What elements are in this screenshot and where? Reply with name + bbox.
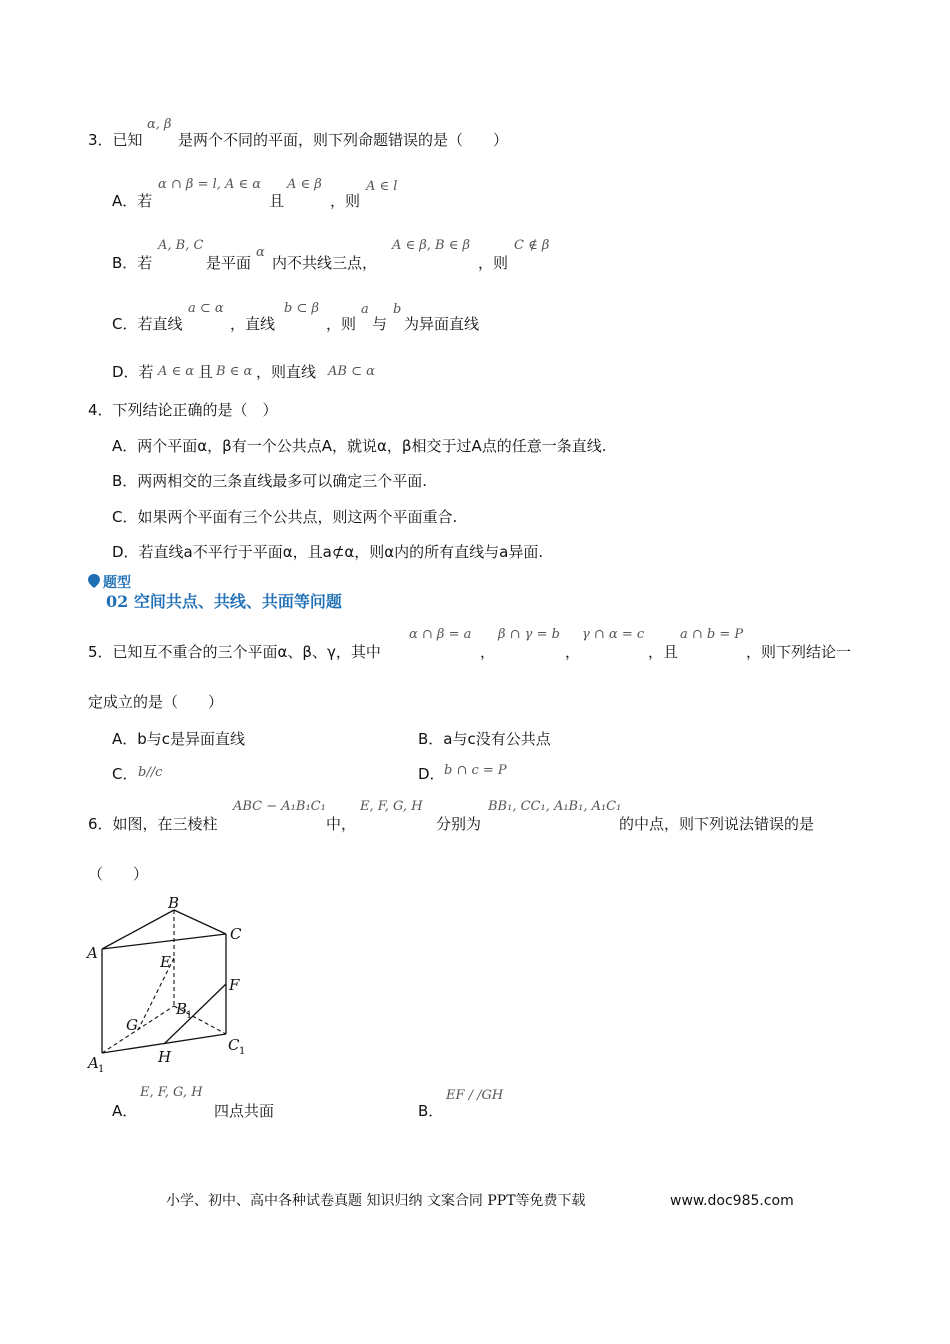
q6-math-1: ABC − A₁B₁C₁ <box>233 799 326 814</box>
section-title: 02 空间共点、共线、共面等问题 <box>106 592 342 611</box>
q5-stem-prefix: 5．已知互不重合的三个平面α、β、γ，其中 <box>88 643 381 661</box>
q4-option-c: C．如果两个平面有三个公共点，则这两个平面重合. <box>112 508 458 526</box>
q3-option-b-text-1: 是平面 <box>206 254 252 272</box>
q6-math-2: E, F, G, H <box>360 799 423 814</box>
q3-option-b-text-3: ，则 <box>478 254 509 272</box>
q6-stem-paren: （ ） <box>88 865 149 883</box>
label-a1-sub: 1 <box>98 1064 105 1074</box>
q4-option-d: D．若直线a不平行于平面α，且a⊄α，则α内的所有直线与a异面. <box>112 543 544 561</box>
q3-option-a-math-1: α ∩ β = l, A ∈ α <box>158 177 262 192</box>
q3-option-a-math-3: A ∈ l <box>366 179 398 194</box>
q5-math-2: β ∩ γ = b <box>498 627 560 642</box>
q3-option-d-math-2: B ∈ α <box>216 364 253 379</box>
label-a: A <box>87 944 98 962</box>
q3-option-a-text-2: ，则 <box>330 192 361 210</box>
label-g: G <box>126 1016 138 1034</box>
q3-option-d-text-1: 且 <box>198 363 214 381</box>
q3-option-c-text-2: ，则 <box>326 315 357 333</box>
label-e: E <box>160 953 171 971</box>
q3-option-c-math-2: b ⊂ β <box>284 301 319 316</box>
q5-math-4: a ∩ b = P <box>680 627 744 642</box>
q3-option-c-text-3: 与 <box>372 315 388 333</box>
q5-option-d-label: D． <box>418 765 445 783</box>
q3-option-b-math-4: C ∉ β <box>514 238 550 253</box>
q3-option-a-text-1: 且 <box>269 192 285 210</box>
edge-bc <box>174 910 226 934</box>
footer-site-link[interactable]: www.doc985.com <box>670 1193 794 1209</box>
q6-text-2: 分别为 <box>436 815 482 833</box>
q3-option-b-label: B．若 <box>112 254 153 272</box>
label-b1-sub: 1 <box>186 1010 193 1021</box>
q5-text-4: ，则下列结论一 <box>746 643 852 661</box>
q6-option-a-label: A． <box>112 1102 138 1120</box>
q3-option-c-math-1: a ⊂ α <box>188 301 224 316</box>
label-b: B <box>168 894 180 912</box>
edge-ab <box>102 910 174 949</box>
edge-ac <box>102 934 226 949</box>
q3-option-a-label: A．若 <box>112 192 153 210</box>
q3-option-c-text-4: 为异面直线 <box>404 315 480 333</box>
label-h: H <box>158 1048 172 1066</box>
q3-option-b-math-2: α <box>256 245 265 260</box>
q5-math-3: γ ∩ α = c <box>582 627 645 642</box>
q3-option-b-math-1: A, B, C <box>158 238 204 253</box>
q4-stem: 4．下列结论正确的是（ ） <box>88 401 278 419</box>
q5-stem-line2: 定成立的是（ ） <box>88 693 224 711</box>
footer-text: 小学、初中、高中各种试卷真题 知识归纳 文案合同 PPT等免费下载 <box>166 1193 586 1209</box>
q6-option-b-math: EF / /GH <box>446 1088 504 1103</box>
label-c1-sub: 1 <box>239 1046 246 1057</box>
label-b1: B <box>176 1000 188 1018</box>
q5-text-3: ，且 <box>648 643 679 661</box>
label-c: C <box>230 925 242 943</box>
q6-option-a-math: E, F, G, H <box>140 1085 203 1100</box>
q5-option-b: B．a与c没有公共点 <box>418 730 551 748</box>
q3-option-d-text-2: ，则直线 <box>256 363 317 381</box>
prism-figure <box>84 892 254 1074</box>
q6-text-1: 中， <box>326 815 357 833</box>
q5-option-c-math: b//c <box>138 765 163 780</box>
q5-text-2: ， <box>565 643 581 661</box>
q4-option-b: B．两两相交的三条直线最多可以确定三个平面. <box>112 472 428 490</box>
q6-option-b-label: B． <box>418 1102 444 1120</box>
q6-text-3: 的中点，则下列说法错误的是 <box>619 815 815 833</box>
label-a1: A <box>88 1054 99 1072</box>
q5-option-d-math: b ∩ c = P <box>444 763 507 778</box>
label-c1: C <box>228 1036 240 1054</box>
q3-option-d-math-1: A ∈ α <box>158 364 195 379</box>
q5-text-1: ， <box>480 643 496 661</box>
q5-option-c-label: C． <box>112 765 138 783</box>
q3-option-c-text-1: ，直线 <box>230 315 276 333</box>
label-f: F <box>229 976 240 994</box>
q3-stem-prefix: 3．已知 <box>88 131 143 149</box>
q4-option-a: A．两个平面α，β有一个公共点A，就说α，β相交于过A点的任意一条直线. <box>112 437 607 455</box>
q3-option-b-math-3: A ∈ β, B ∈ β <box>392 238 471 253</box>
q5-math-1: α ∩ β = a <box>409 627 472 642</box>
q3-stem-suffix: 是两个不同的平面，则下列命题错误的是（ ） <box>178 131 509 149</box>
q3-option-b-text-2: 内不共线三点， <box>272 254 378 272</box>
q3-stem-math: α, β <box>147 117 172 132</box>
q6-math-3: BB₁, CC₁, A₁B₁, A₁C₁ <box>488 799 622 814</box>
q3-option-a-math-2: A ∈ β <box>287 177 322 192</box>
location-pin-icon <box>86 573 102 589</box>
q3-option-c-label: C．若直线 <box>112 315 183 333</box>
q5-option-a: A．b与c是异面直线 <box>112 730 246 748</box>
section-tag: 题型 <box>103 575 131 591</box>
q6-option-a-text: 四点共面 <box>214 1102 275 1120</box>
q6-stem-prefix: 6．如图，在三棱柱 <box>88 815 218 833</box>
q3-option-c-math-4: b <box>393 302 402 317</box>
q3-option-d-math-3: AB ⊂ α <box>328 364 375 379</box>
q3-option-d-label: D．若 <box>112 363 154 381</box>
q3-option-c-math-3: a <box>361 302 369 317</box>
